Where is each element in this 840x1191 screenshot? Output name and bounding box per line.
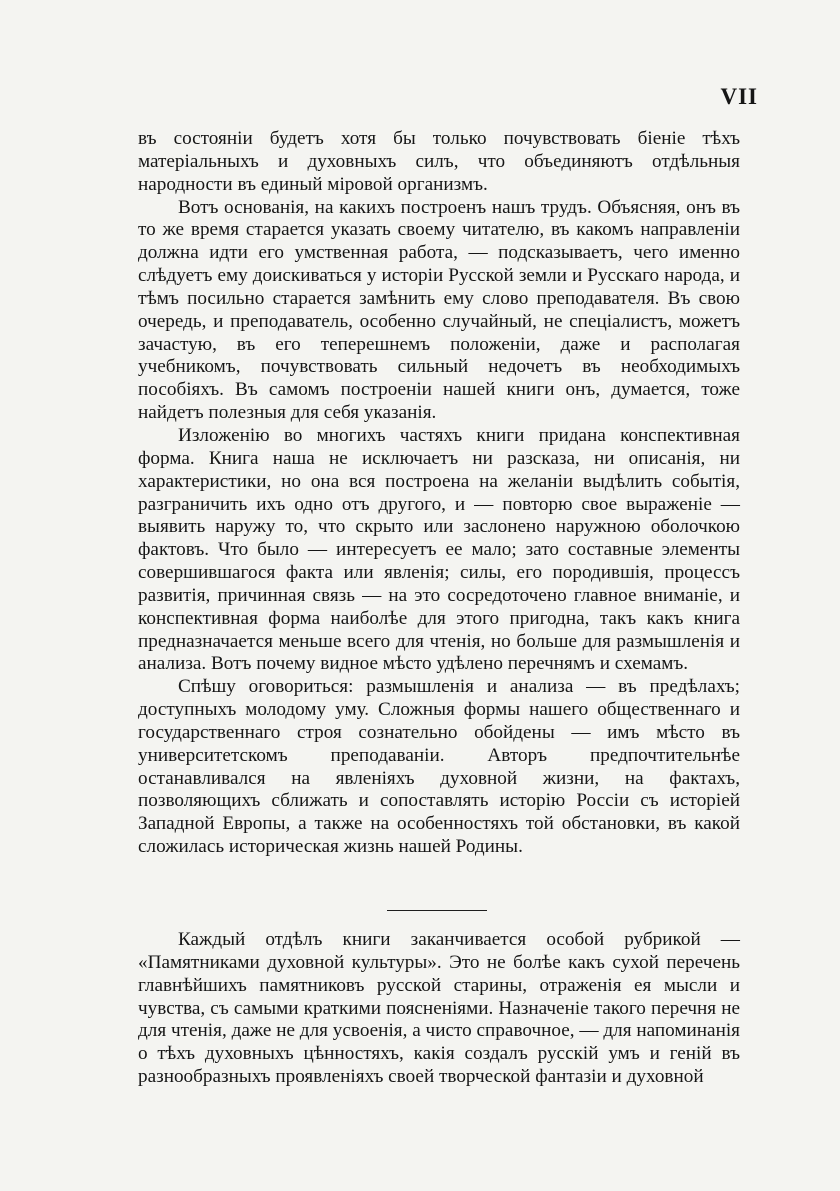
paragraph-conspect-form: Изложенiю во многихъ частяхъ книги придана конспективная форма. Книга наша не исключаетъ ни разсказа, ни описанiя, ни характеристики, но она вся построена на желанiи выдѣлить событiя, разграничить ихъ одно отъ другого, и — повторю свое выраженiе — выявить наружу то, что скрыто или заслонено наружною оболочкою фактовъ. Что было — интересуетъ ее мало; зато составные элементы совершившагося факта или явленiя; силы, его породившiя, процессъ развитiя, причинная связь — на это сосредоточено главное вниманiе, и конспективная форма наиболѣе для этого пригодна, такъ какъ книга предназначается меньше всего для чтенiя, но больше для размышленiя и анализа. Вотъ почему видное мѣсто удѣлено перечнямъ и схемамъ. bbox=[138, 424, 740, 675]
paragraph-reservation: Спѣшу оговориться: размышленiя и анализа — въ предѣлахъ; доступныхъ молодому уму. Сложныя формы нашего общественнаго и государственнаго строя сознательно обойдены — имъ мѣсто въ университетскомъ преподаванiи. Авторъ предпочтительнѣе останавливался на явленiяхъ духовной жизни, на фактахъ, позволяющихъ сближать и сопоставлять исторiю Россiи съ исторiей Западной Европы, а также на особенностяхъ той обстановки, въ какой сложилась историческая жизнь нашей Родины. bbox=[138, 676, 740, 858]
section-divider bbox=[387, 910, 487, 911]
page-number: VII bbox=[720, 84, 758, 109]
paragraph-monuments: Каждый отдѣлъ книги заканчивается особой рубрикой — «Памятниками духовной культуры». Это не болѣе какъ сухой перечень главнѣйшихъ памятниковъ русской старины, отраженiя ея мысли и чувства, съ самыми краткими поясненiями. Назначенiе такого перечня не для чтенiя, даже не для усвоенiя, а чисто справочное, — для напоминанiя о тѣхъ духовныхъ цѣнностяхъ, какiя создалъ русскiй умъ и генiй въ разнообразныхъ проявленiяхъ своей творческой фантазiи и духовной bbox=[138, 929, 740, 1088]
main-text-block bbox=[138, 128, 740, 859]
paragraph-foundations: Вотъ основанiя, на какихъ построенъ нашъ трудъ. Объясняя, онъ въ то же время старается указать своему читателю, въ какомъ направленiи должна идти его умственная работа, — подсказываетъ, чего именно слѣдуетъ ему доискиваться у исторiи Русской земли и Русскаго народа, и тѣмъ посильно старается замѣнить ему слово преподавателя. Въ свою очередь, и преподаватель, особенно случайный, не спецiалистъ, можетъ зачастую, въ его теперешнемъ положенiи, даже и располагая учебникомъ, почувствовать сильный недочетъ въ необходимыхъ пособiяхъ. Въ самомъ построенiи нашей книги онъ, думается, тоже найдетъ полезныя для себя указанiя. bbox=[138, 196, 740, 424]
secondary-text-block bbox=[138, 929, 740, 1089]
paragraph-continuation: въ состоянiи будетъ хотя бы только почувствовать бiенiе тѣхъ матерiальныхъ и духовныхъ силъ, что объединяютъ отдѣльныя народности въ единый мiровой организмъ. bbox=[138, 128, 740, 195]
